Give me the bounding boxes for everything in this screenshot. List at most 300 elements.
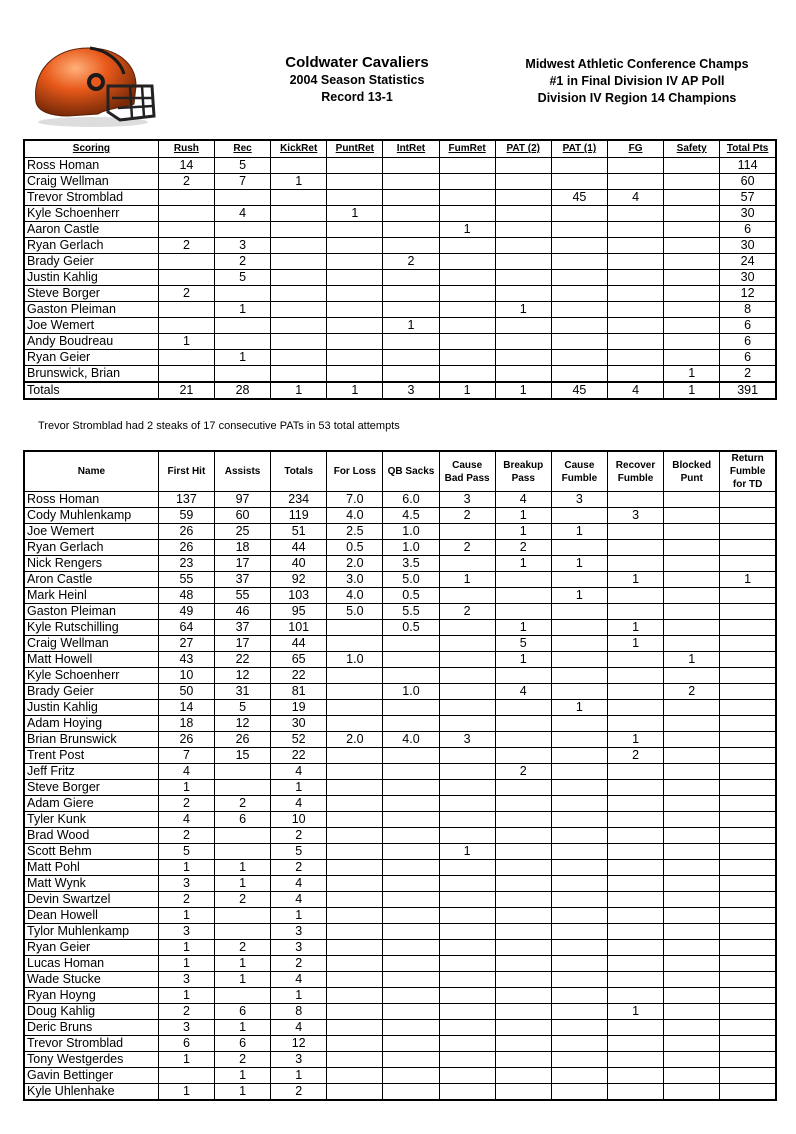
stat-cell (495, 956, 551, 972)
player-name: Ryan Geier (24, 350, 158, 366)
stat-cell (607, 302, 663, 318)
stat-cell (664, 302, 720, 318)
stat-cell (439, 748, 495, 764)
stat-cell (551, 222, 607, 238)
stat-cell (439, 318, 495, 334)
stat-cell (271, 254, 327, 270)
column-header (383, 451, 439, 492)
stat-cell (439, 972, 495, 988)
player-name: Gaston Pleiman (24, 302, 158, 318)
player-name: Kyle Schoenherr (24, 206, 158, 222)
stat-cell: 22 (271, 668, 327, 684)
stat-cell (551, 1004, 607, 1020)
stat-cell: 60 (720, 174, 776, 190)
column-header-line: Fumble (561, 472, 598, 484)
stat-cell: 234 (271, 492, 327, 508)
stat-cell (551, 270, 607, 286)
stat-cell (664, 876, 720, 892)
stat-cell (551, 668, 607, 684)
stat-cell (664, 924, 720, 940)
table-row (24, 748, 776, 764)
stat-cell (664, 908, 720, 924)
stat-cell (158, 366, 214, 383)
column-header (24, 451, 158, 492)
stat-cell (383, 972, 439, 988)
stat-cell (664, 334, 720, 350)
stat-cell: 12 (271, 1036, 327, 1052)
stat-cell: 1 (495, 524, 551, 540)
stat-cell (551, 988, 607, 1004)
stat-cell (495, 988, 551, 1004)
stat-cell (664, 158, 720, 174)
pat-note: Trevor Stromblad had 2 steaks of 17 consecutive PATs in 53 total attempts (38, 420, 400, 432)
stat-cell (327, 302, 383, 318)
stat-cell: 1 (495, 508, 551, 524)
stat-cell (720, 684, 776, 700)
stat-cell (439, 700, 495, 716)
stat-cell: 4 (271, 764, 327, 780)
stat-cell (551, 254, 607, 270)
stat-cell (664, 524, 720, 540)
stat-cell (383, 668, 439, 684)
stat-cell: 50 (158, 684, 214, 700)
stat-cell (383, 812, 439, 828)
stat-cell (607, 940, 663, 956)
player-name: Kyle Rutschilling (24, 620, 158, 636)
stat-cell (664, 828, 720, 844)
player-name: Cody Muhlenkamp (24, 508, 158, 524)
stat-cell (607, 540, 663, 556)
table-row (24, 508, 776, 524)
stat-cell: 2 (158, 892, 214, 908)
stat-cell: 4.0 (327, 588, 383, 604)
column-header (720, 451, 776, 492)
column-header: IntRet (383, 140, 439, 158)
stat-cell: 97 (214, 492, 270, 508)
stat-cell: 1 (158, 908, 214, 924)
stat-cell: 44 (271, 540, 327, 556)
stat-cell (495, 1084, 551, 1101)
stat-cell: 2 (720, 366, 776, 383)
stat-cell: 12 (214, 668, 270, 684)
stat-cell (607, 764, 663, 780)
stat-cell: 2 (439, 540, 495, 556)
stat-cell (158, 302, 214, 318)
stat-cell: 3 (439, 732, 495, 748)
stat-cell: 1 (439, 222, 495, 238)
total-cell: 4 (607, 382, 663, 399)
column-header (551, 451, 607, 492)
stat-cell (495, 844, 551, 860)
stat-cell: 1 (158, 334, 214, 350)
stat-cell (327, 924, 383, 940)
stat-cell (720, 844, 776, 860)
total-cell: 1 (327, 382, 383, 399)
player-name: Ross Homan (24, 492, 158, 508)
stat-cell (664, 174, 720, 190)
stat-cell (495, 588, 551, 604)
stat-cell (214, 222, 270, 238)
stat-cell: 2 (158, 174, 214, 190)
stat-cell (158, 270, 214, 286)
stat-cell: 46 (214, 604, 270, 620)
stat-cell (551, 508, 607, 524)
stat-cell (551, 924, 607, 940)
stat-cell (327, 1020, 383, 1036)
stat-cell: 8 (271, 1004, 327, 1020)
stat-cell: 2 (607, 748, 663, 764)
stat-cell (271, 158, 327, 174)
stat-cell: 92 (271, 572, 327, 588)
stat-cell (664, 636, 720, 652)
stat-cell: 0.5 (383, 620, 439, 636)
stat-cell (607, 716, 663, 732)
stat-cell (664, 972, 720, 988)
stat-cell: 14 (158, 700, 214, 716)
stat-cell (383, 238, 439, 254)
stat-cell (551, 652, 607, 668)
player-name: Doug Kahlig (24, 1004, 158, 1020)
record-label: Record 13-1 (321, 90, 393, 104)
stat-cell: 101 (271, 620, 327, 636)
column-header (439, 451, 495, 492)
player-name: Aaron Castle (24, 222, 158, 238)
stat-cell: 2 (495, 764, 551, 780)
stat-cell (607, 492, 663, 508)
column-header: KickRet (271, 140, 327, 158)
stat-cell (439, 556, 495, 572)
stat-cell (383, 222, 439, 238)
table-row (24, 190, 776, 206)
stat-cell (214, 318, 270, 334)
stat-cell: 1 (271, 908, 327, 924)
stat-cell (720, 924, 776, 940)
stat-cell: 30 (271, 716, 327, 732)
stat-cell (439, 190, 495, 206)
stat-cell (439, 652, 495, 668)
stat-cell (383, 1036, 439, 1052)
stat-cell (551, 956, 607, 972)
stat-cell (383, 860, 439, 876)
stat-cell: 1 (158, 940, 214, 956)
stat-cell: 65 (271, 652, 327, 668)
stat-cell (327, 956, 383, 972)
stat-cell: 18 (214, 540, 270, 556)
player-name: Tony Westgerdes (24, 1052, 158, 1068)
honor-line: Division IV Region 14 Champions (537, 91, 737, 105)
table-row (24, 812, 776, 828)
column-header (158, 451, 214, 492)
stat-cell (495, 158, 551, 174)
stat-cell: 1 (214, 350, 270, 366)
stat-cell (720, 1020, 776, 1036)
stat-cell (664, 588, 720, 604)
total-cell: 1 (495, 382, 551, 399)
stat-cell: 4 (271, 1020, 327, 1036)
stat-cell (664, 206, 720, 222)
stat-cell (720, 956, 776, 972)
stat-cell: 1.0 (327, 652, 383, 668)
column-header: Safety (664, 140, 720, 158)
stat-cell (495, 254, 551, 270)
table-row (24, 556, 776, 572)
stat-cell: 4 (607, 190, 663, 206)
stat-cell: 17 (214, 556, 270, 572)
stat-cell (720, 892, 776, 908)
stat-cell (607, 684, 663, 700)
stat-cell: 1 (271, 988, 327, 1004)
table-row (24, 1036, 776, 1052)
stat-cell (158, 206, 214, 222)
stat-cell (495, 238, 551, 254)
table-row (24, 1004, 776, 1020)
stat-cell (551, 206, 607, 222)
stat-cell (439, 1036, 495, 1052)
stat-cell (607, 588, 663, 604)
table-row (24, 206, 776, 222)
stat-cell (664, 716, 720, 732)
stat-cell (664, 1020, 720, 1036)
stat-cell (664, 270, 720, 286)
table-row (24, 238, 776, 254)
player-name: Ryan Gerlach (24, 238, 158, 254)
stat-cell (327, 636, 383, 652)
stat-cell (327, 700, 383, 716)
player-name: Adam Giere (24, 796, 158, 812)
stat-cell (439, 206, 495, 222)
stat-cell: 5 (495, 636, 551, 652)
stat-cell (439, 620, 495, 636)
stat-cell (720, 780, 776, 796)
stat-cell (664, 254, 720, 270)
stat-cell (551, 636, 607, 652)
stat-cell (551, 366, 607, 383)
stat-cell (383, 844, 439, 860)
stat-cell: 2 (271, 1084, 327, 1101)
stat-cell: 1 (383, 318, 439, 334)
stat-cell: 1.0 (383, 684, 439, 700)
stat-cell (383, 174, 439, 190)
stat-cell (495, 972, 551, 988)
stat-cell: 1 (214, 1068, 270, 1084)
stat-cell (383, 302, 439, 318)
player-name: Mark Heinl (24, 588, 158, 604)
table-row (24, 572, 776, 588)
table-row (24, 350, 776, 366)
stat-cell (214, 924, 270, 940)
stat-cell: 37 (214, 620, 270, 636)
total-cell: 1 (439, 382, 495, 399)
stat-cell (327, 844, 383, 860)
stat-cell (158, 1068, 214, 1084)
stat-cell (720, 1084, 776, 1101)
stat-cell (495, 892, 551, 908)
stat-cell: 1 (214, 972, 270, 988)
stat-cell (495, 222, 551, 238)
stat-cell (720, 556, 776, 572)
stat-cell (551, 940, 607, 956)
stat-cell (551, 684, 607, 700)
stat-cell: 17 (214, 636, 270, 652)
stat-cell (439, 588, 495, 604)
stat-cell (327, 174, 383, 190)
table-row (24, 668, 776, 684)
stat-cell (383, 286, 439, 302)
stat-cell: 1 (495, 556, 551, 572)
stat-cell (439, 956, 495, 972)
stat-cell (551, 828, 607, 844)
stat-cell (327, 620, 383, 636)
stat-cell (607, 860, 663, 876)
stat-cell (439, 174, 495, 190)
stat-cell (327, 1084, 383, 1101)
stat-cell (664, 1084, 720, 1101)
stat-cell: 60 (214, 508, 270, 524)
column-header-line: Blocked (672, 459, 712, 471)
stat-cell: 0.5 (327, 540, 383, 556)
scoring-table (23, 139, 777, 400)
total-cell: 45 (551, 382, 607, 399)
stat-cell (383, 716, 439, 732)
column-header (664, 451, 720, 492)
stat-cell (551, 1084, 607, 1101)
stat-cell (551, 1020, 607, 1036)
stat-cell: 2 (158, 238, 214, 254)
stat-cell: 6 (720, 222, 776, 238)
stat-cell (327, 366, 383, 383)
stat-cell (383, 366, 439, 383)
stat-cell (271, 302, 327, 318)
stat-cell: 3 (271, 924, 327, 940)
stat-cell: 45 (551, 190, 607, 206)
stat-cell: 12 (214, 716, 270, 732)
stat-cell (607, 972, 663, 988)
stat-cell (327, 892, 383, 908)
stat-cell (383, 828, 439, 844)
player-name: Trevor Stromblad (24, 190, 158, 206)
player-name: Craig Wellman (24, 636, 158, 652)
total-cell: 3 (383, 382, 439, 399)
stat-cell (439, 908, 495, 924)
stat-cell: 6 (720, 318, 776, 334)
stat-cell (607, 812, 663, 828)
stat-cell (383, 1052, 439, 1068)
stat-cell: 4 (271, 972, 327, 988)
stat-cell (327, 238, 383, 254)
stat-cell (495, 206, 551, 222)
stat-cell (271, 206, 327, 222)
stat-cell (720, 636, 776, 652)
stat-cell: 1.0 (383, 524, 439, 540)
stat-cell (214, 190, 270, 206)
stat-cell (664, 764, 720, 780)
stat-cell (327, 940, 383, 956)
stat-cell: 3 (607, 508, 663, 524)
table-row (24, 286, 776, 302)
stat-cell: 1.0 (383, 540, 439, 556)
stat-cell: 1 (214, 860, 270, 876)
table-row (24, 988, 776, 1004)
stat-cell (607, 286, 663, 302)
table-row (24, 876, 776, 892)
stat-cell (327, 1004, 383, 1020)
stat-cell (551, 1052, 607, 1068)
column-header-line: for TD (732, 479, 763, 490)
column-header-line: Recover (615, 459, 656, 471)
table-row (24, 796, 776, 812)
stat-cell (495, 572, 551, 588)
stat-cell (607, 524, 663, 540)
stat-cell (439, 828, 495, 844)
column-header (607, 451, 663, 492)
stat-cell: 22 (214, 652, 270, 668)
stat-cell (327, 860, 383, 876)
player-name: Trevor Stromblad (24, 1036, 158, 1052)
stat-cell (383, 334, 439, 350)
stat-cell: 81 (271, 684, 327, 700)
stat-cell (607, 604, 663, 620)
stat-cell (439, 286, 495, 302)
stat-cell (664, 350, 720, 366)
stat-cell: 3 (271, 1052, 327, 1068)
stat-cell (327, 972, 383, 988)
stat-cell: 103 (271, 588, 327, 604)
stat-cell (720, 1068, 776, 1084)
stat-cell: 55 (214, 588, 270, 604)
stat-cell (439, 1052, 495, 1068)
stat-cell: 5.5 (383, 604, 439, 620)
stat-cell (327, 876, 383, 892)
honor-line: Midwest Athletic Conference Champs (525, 57, 749, 71)
stat-cell (664, 940, 720, 956)
stat-cell (720, 940, 776, 956)
stat-cell (495, 318, 551, 334)
stat-cell (495, 796, 551, 812)
stat-cell: 2.5 (327, 524, 383, 540)
stat-cell: 3 (271, 940, 327, 956)
stat-cell (720, 1052, 776, 1068)
stat-cell: 10 (158, 668, 214, 684)
stat-cell: 27 (158, 636, 214, 652)
stat-cell (607, 318, 663, 334)
stat-cell (607, 334, 663, 350)
stat-cell (495, 812, 551, 828)
stat-cell (158, 350, 214, 366)
table-row (24, 588, 776, 604)
stat-cell (439, 764, 495, 780)
column-header: FumRet (439, 140, 495, 158)
stat-cell (720, 620, 776, 636)
total-cell: 1 (664, 382, 720, 399)
stat-cell (720, 764, 776, 780)
player-name: Nick Rengers (24, 556, 158, 572)
stat-cell (551, 764, 607, 780)
stat-cell (383, 158, 439, 174)
stat-cell (214, 366, 270, 383)
stat-cell (607, 700, 663, 716)
stat-cell (551, 604, 607, 620)
stat-cell (551, 780, 607, 796)
stat-cell (720, 508, 776, 524)
stat-cell: 1 (158, 780, 214, 796)
stat-cell (439, 636, 495, 652)
stat-cell (551, 350, 607, 366)
column-header: Scoring (24, 140, 158, 158)
stat-cell: 1 (439, 572, 495, 588)
stat-cell (495, 190, 551, 206)
stat-cell (720, 1004, 776, 1020)
stat-cell (607, 668, 663, 684)
